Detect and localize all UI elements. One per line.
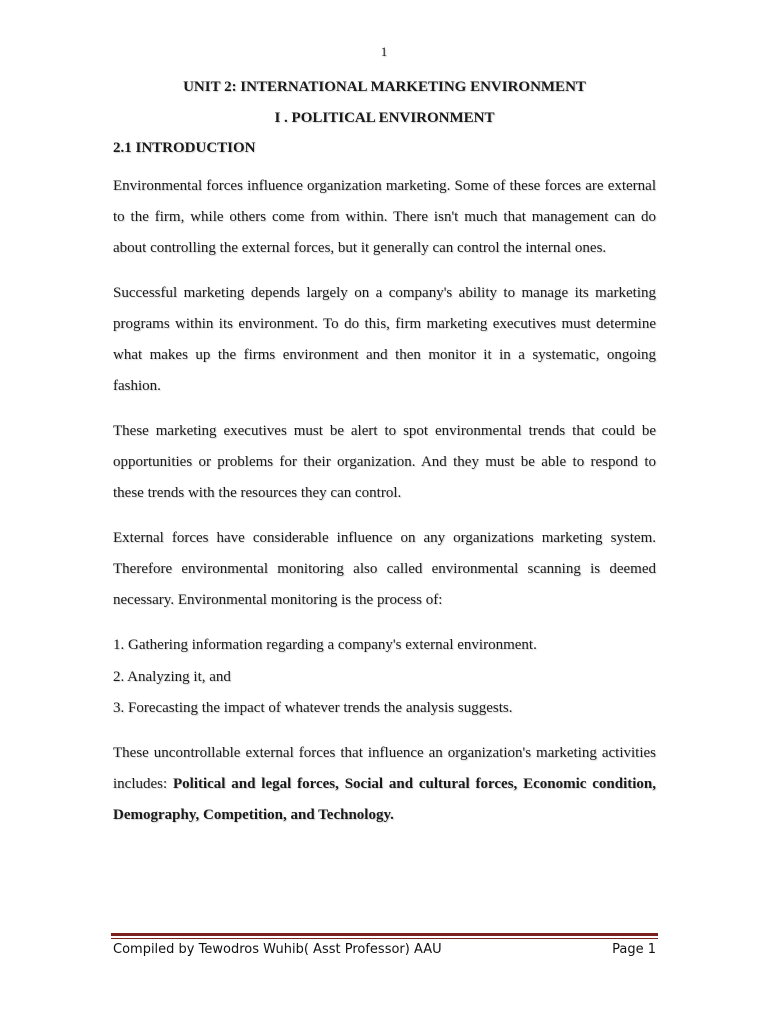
- external-forces-list: Political and legal forces, Social and cultural forces, Economic condition, Demography, Competition, and Technology.: [113, 775, 657, 823]
- footer-rule-thin: [111, 938, 658, 939]
- unit-title: UNIT 2: INTERNATIONAL MARKETING ENVIRONMENT: [183, 79, 586, 95]
- list-item: 3. Forecasting the impact of whatever trends the analysis suggests.: [113, 700, 513, 716]
- header-page-number: 1: [380, 44, 388, 59]
- paragraph-3: These marketing executives must be alert to spot environmental trends that could be opportunities or problems for their organization. And they must be able to respond to these trends with the resources they can control.: [113, 423, 656, 501]
- list-item: 1. Gathering information regarding a company's external environment.: [113, 637, 537, 653]
- paragraph-2: Successful marketing depends largely on a company's ability to manage its marketing programs within its environment. To do this, firm marketing executives must determine what makes up the firms environment and then monitor it in a systematic, ongoing fashion.: [113, 285, 656, 394]
- monitoring-steps-list: [113, 630, 656, 725]
- paragraph-5: [113, 738, 656, 831]
- paragraph-5-lead: These uncontrollable external forces that influence an organization's marketing activities includes:: [113, 744, 656, 792]
- footer-author: Compiled by Tewodros Wuhib( Asst Professor) AAU: [113, 942, 442, 957]
- document-body: [113, 76, 656, 845]
- list-item: 2. Analyzing it, and: [113, 668, 231, 685]
- paragraph-1: Environmental forces influence organization marketing. Some of these forces are external to the firm, while others come from within. There isn't much that management can do about controlling the external forces, but it generally can control the internal ones.: [113, 178, 656, 256]
- footer-page-number: Page 1: [612, 942, 656, 957]
- page-footer: [113, 942, 656, 957]
- intro-heading: 2.1 INTRODUCTION: [113, 140, 256, 156]
- section-title: I . POLITICAL ENVIRONMENT: [274, 110, 495, 126]
- paragraph-4: External forces have considerable influence on any organizations marketing system. Therefore environmental monitoring also called environmental scanning is deemed necessary. Environmental monitoring is the process of:: [113, 530, 656, 608]
- footer-rule-thick: [111, 933, 658, 936]
